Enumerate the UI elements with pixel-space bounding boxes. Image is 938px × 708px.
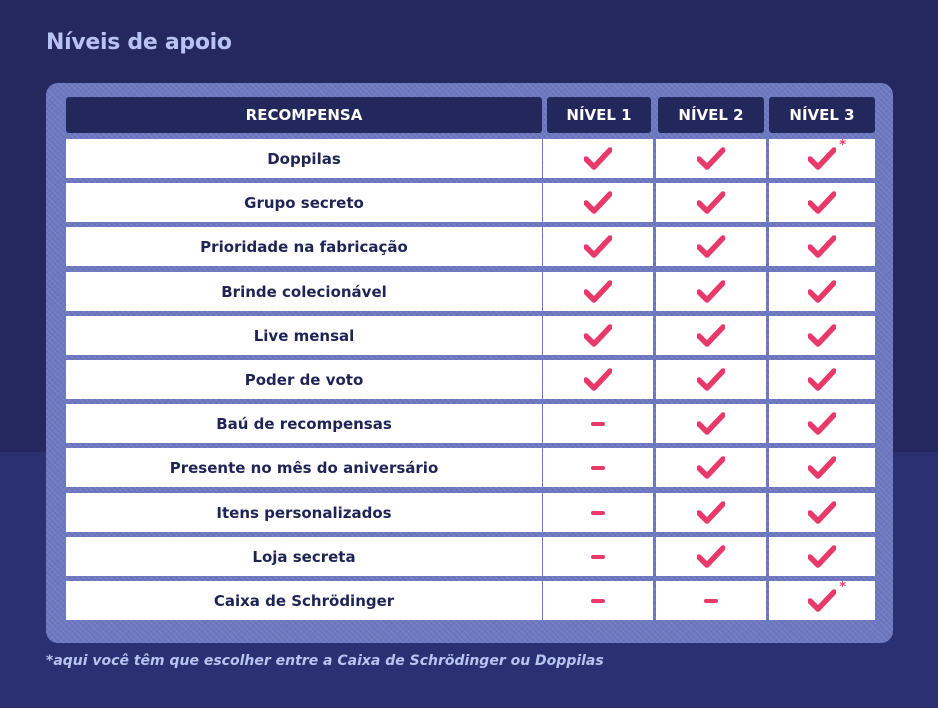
checkmark-icon (697, 368, 725, 392)
mark-wrapper (584, 280, 612, 304)
mark-wrapper (697, 191, 725, 215)
reward-name: Live mensal (253, 326, 355, 345)
level-2-cell (656, 448, 766, 487)
checkmark-icon (697, 412, 725, 436)
level-1-cell (543, 139, 653, 178)
level-1-cell (543, 448, 653, 487)
checkmark-icon (808, 147, 836, 171)
level-3-cell (769, 360, 875, 399)
mark-wrapper (808, 191, 836, 215)
page-title: Níveis de apoio (46, 30, 232, 55)
table-row-label (66, 227, 542, 266)
mark-wrapper (808, 412, 836, 436)
mark-wrapper (697, 456, 725, 480)
level-3-cell (769, 404, 875, 443)
checkmark-icon (584, 191, 612, 215)
level-3-cell (769, 493, 875, 532)
checkmark-icon (697, 235, 725, 259)
level-3-cell (769, 272, 875, 311)
dash-icon (591, 599, 605, 603)
level-2-cell (656, 183, 766, 222)
mark-wrapper (808, 579, 846, 613)
checkmark-icon (697, 191, 725, 215)
reward-name: Grupo secreto (244, 193, 364, 212)
mark-wrapper (697, 147, 725, 171)
level-2-cell (656, 537, 766, 576)
mark-wrapper (697, 412, 725, 436)
checkmark-icon (808, 280, 836, 304)
mark-wrapper (584, 324, 612, 348)
checkmark-icon (808, 412, 836, 436)
mark-wrapper (584, 147, 612, 171)
level-1-cell (543, 493, 653, 532)
checkmark-icon (808, 589, 836, 613)
mark-wrapper (697, 501, 725, 525)
table-row-label (66, 493, 542, 532)
level-2-cell (656, 360, 766, 399)
dash-icon (704, 599, 718, 603)
footnote: *aqui você têm que escolher entre a Caixa de Schrödinger ou Doppilas (46, 653, 604, 669)
checkmark-icon (808, 235, 836, 259)
mark-wrapper (697, 235, 725, 259)
level-1-cell (543, 537, 653, 576)
mark-wrapper (808, 235, 836, 259)
level-1-cell (543, 581, 653, 620)
asterisk-note-marker: * (839, 579, 846, 595)
table-row-label (66, 316, 542, 355)
reward-name: Caixa de Schrödinger (213, 591, 395, 610)
mark-wrapper (591, 422, 605, 426)
mark-wrapper (808, 280, 836, 304)
dash-icon (591, 555, 605, 559)
level-2-cell (656, 139, 766, 178)
level-2-cell (656, 404, 766, 443)
header-nivel-2: NÍVEL 2 (658, 97, 764, 133)
table-row-label (66, 139, 542, 178)
level-1-cell (543, 404, 653, 443)
level-1-cell (543, 227, 653, 266)
mark-wrapper (808, 368, 836, 392)
checkmark-icon (808, 324, 836, 348)
reward-name: Presente no mês do aniversário (169, 458, 439, 477)
checkmark-icon (808, 368, 836, 392)
checkmark-icon (584, 368, 612, 392)
table-row-label (66, 537, 542, 576)
mark-wrapper (591, 511, 605, 515)
reward-name: Poder de voto (244, 370, 364, 389)
level-3-cell (769, 139, 875, 178)
table-row-label (66, 183, 542, 222)
mark-wrapper (697, 545, 725, 569)
mark-wrapper (584, 368, 612, 392)
level-3-cell (769, 227, 875, 266)
header-nivel-3: NÍVEL 3 (769, 97, 875, 133)
table-row-label (66, 272, 542, 311)
mark-wrapper (808, 456, 836, 480)
table-row-label (66, 448, 542, 487)
asterisk-note-marker: * (839, 137, 846, 153)
level-1-cell (543, 360, 653, 399)
reward-name: Doppilas (267, 149, 341, 168)
dash-icon (591, 511, 605, 515)
mark-wrapper (591, 555, 605, 559)
checkmark-icon (697, 324, 725, 348)
level-2-cell (656, 227, 766, 266)
mark-wrapper (591, 466, 605, 470)
level-3-cell (769, 537, 875, 576)
level-2-cell (656, 272, 766, 311)
dash-icon (591, 422, 605, 426)
mark-wrapper (808, 137, 846, 171)
table-row-label (66, 581, 542, 620)
reward-name: Brinde colecionável (221, 282, 387, 301)
checkmark-icon (808, 545, 836, 569)
mark-wrapper (808, 545, 836, 569)
mark-wrapper (697, 324, 725, 348)
level-1-cell (543, 316, 653, 355)
mark-wrapper (808, 324, 836, 348)
level-2-cell (656, 581, 766, 620)
checkmark-icon (808, 191, 836, 215)
mark-wrapper (591, 599, 605, 603)
checkmark-icon (697, 501, 725, 525)
table-row-label (66, 360, 542, 399)
checkmark-icon (697, 280, 725, 304)
mark-wrapper (697, 280, 725, 304)
mark-wrapper (704, 599, 718, 603)
dash-icon (591, 466, 605, 470)
checkmark-icon (584, 324, 612, 348)
level-1-cell (543, 272, 653, 311)
rewards-table (46, 83, 893, 643)
level-3-cell (769, 448, 875, 487)
level-2-cell (656, 493, 766, 532)
checkmark-icon (697, 456, 725, 480)
checkmark-icon (584, 280, 612, 304)
mark-wrapper (584, 191, 612, 215)
level-1-cell (543, 183, 653, 222)
reward-name: Baú de recompensas (216, 414, 392, 433)
checkmark-icon (584, 147, 612, 171)
checkmark-icon (808, 501, 836, 525)
reward-name: Loja secreta (252, 547, 356, 566)
reward-name: Prioridade na fabricação (200, 237, 408, 256)
header-recompensa: RECOMPENSA (66, 97, 542, 133)
mark-wrapper (697, 368, 725, 392)
checkmark-icon (697, 147, 725, 171)
checkmark-icon (697, 545, 725, 569)
table-row-label (66, 404, 542, 443)
checkmark-icon (808, 456, 836, 480)
mark-wrapper (808, 501, 836, 525)
level-3-cell (769, 316, 875, 355)
level-3-cell (769, 581, 875, 620)
level-2-cell (656, 316, 766, 355)
checkmark-icon (584, 235, 612, 259)
level-3-cell (769, 183, 875, 222)
mark-wrapper (584, 235, 612, 259)
header-nivel-1: NÍVEL 1 (547, 97, 651, 133)
reward-name: Itens personalizados (216, 503, 392, 522)
